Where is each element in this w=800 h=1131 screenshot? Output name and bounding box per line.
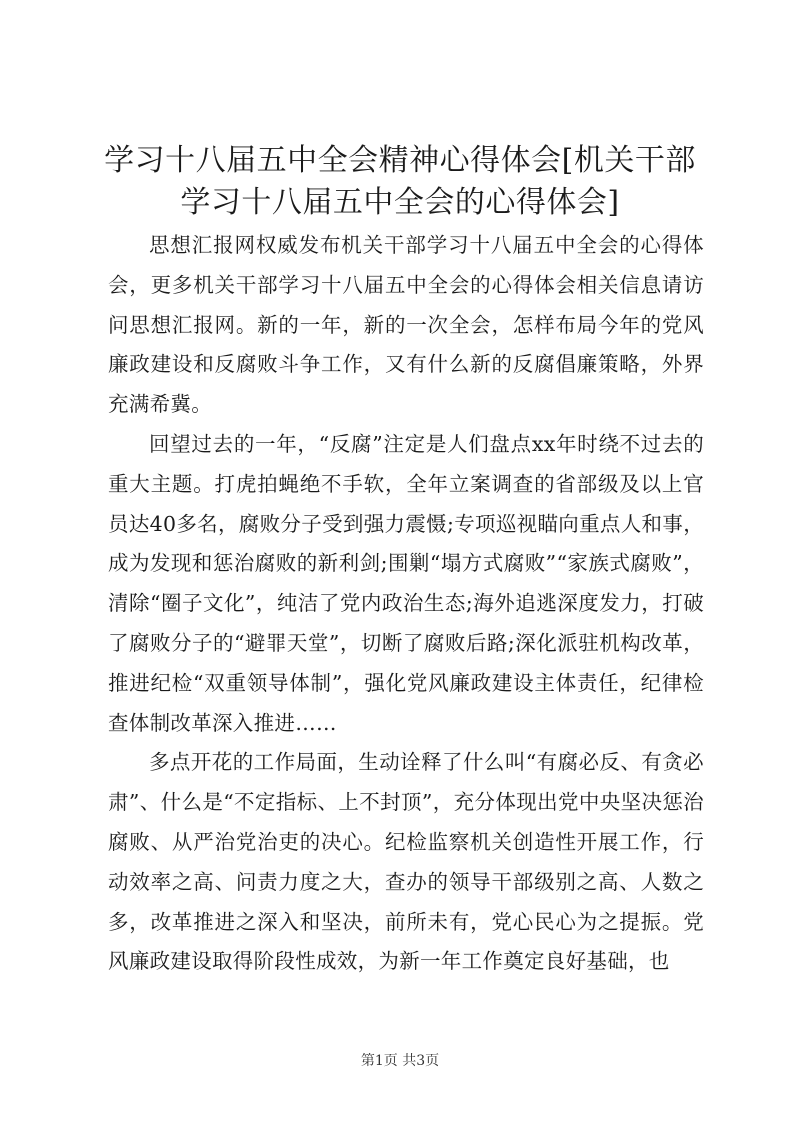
paragraph-3: 多点开花的工作局面，生动诠释了什么叫“有腐必反、有贪必肃”、什么是“不定指标、上不封顶”，充分体现出党中央坚决惩治腐败、从严治党治吏的决心。纪检监察机关创造性开展工作，行动效率之高、问责力度之大，查办的领导干部级别之高、人数之多，改革推进之深入和坚决，前所未有，党心民心为之提振。党风廉政建设取得阶段性成效，为新一年工作奠定良好基础，也	[108, 750, 704, 974]
paragraph-1: 思想汇报网权威发布机关干部学习十八届五中全会的心得体会，更多机关干部学习十八届五中全会的心得体会相关信息请访问思想汇报网。新的一年，新的一次全会，怎样布局今年的党风廉政建设和反腐败斗争工作，又有什么新的反腐倡廉策略，外界充满希冀。	[108, 233, 704, 417]
page-footer: 第1页 共3页	[360, 1053, 440, 1069]
document-body	[108, 226, 704, 982]
paragraph-2: 回望过去的一年，“反腐”注定是人们盘点xx年时绕不过去的重大主题。打虎拍蝇绝不手软，全年立案调查的省部级及以上官员达40多名，腐败分子受到强力震慑;专项巡视瞄向重点人和事，成为发现和惩治腐败的新利剑;围剿“塌方式腐败”“家族式腐败”，清除“圈子文化”，纯洁了党内政治生态;海外追逃深度发力，打破了腐败分子的“避罪天堂”，切断了腐败后路;深化派驻机构改革，推进纪检“双重领导体制”，强化党风廉政建设主体责任，纪律检查体制改革深入推进……	[108, 431, 704, 735]
document-title: 学习十八届五中全会精神心得体会[机关干部学习十八届五中全会的心得体会]	[104, 143, 696, 220]
